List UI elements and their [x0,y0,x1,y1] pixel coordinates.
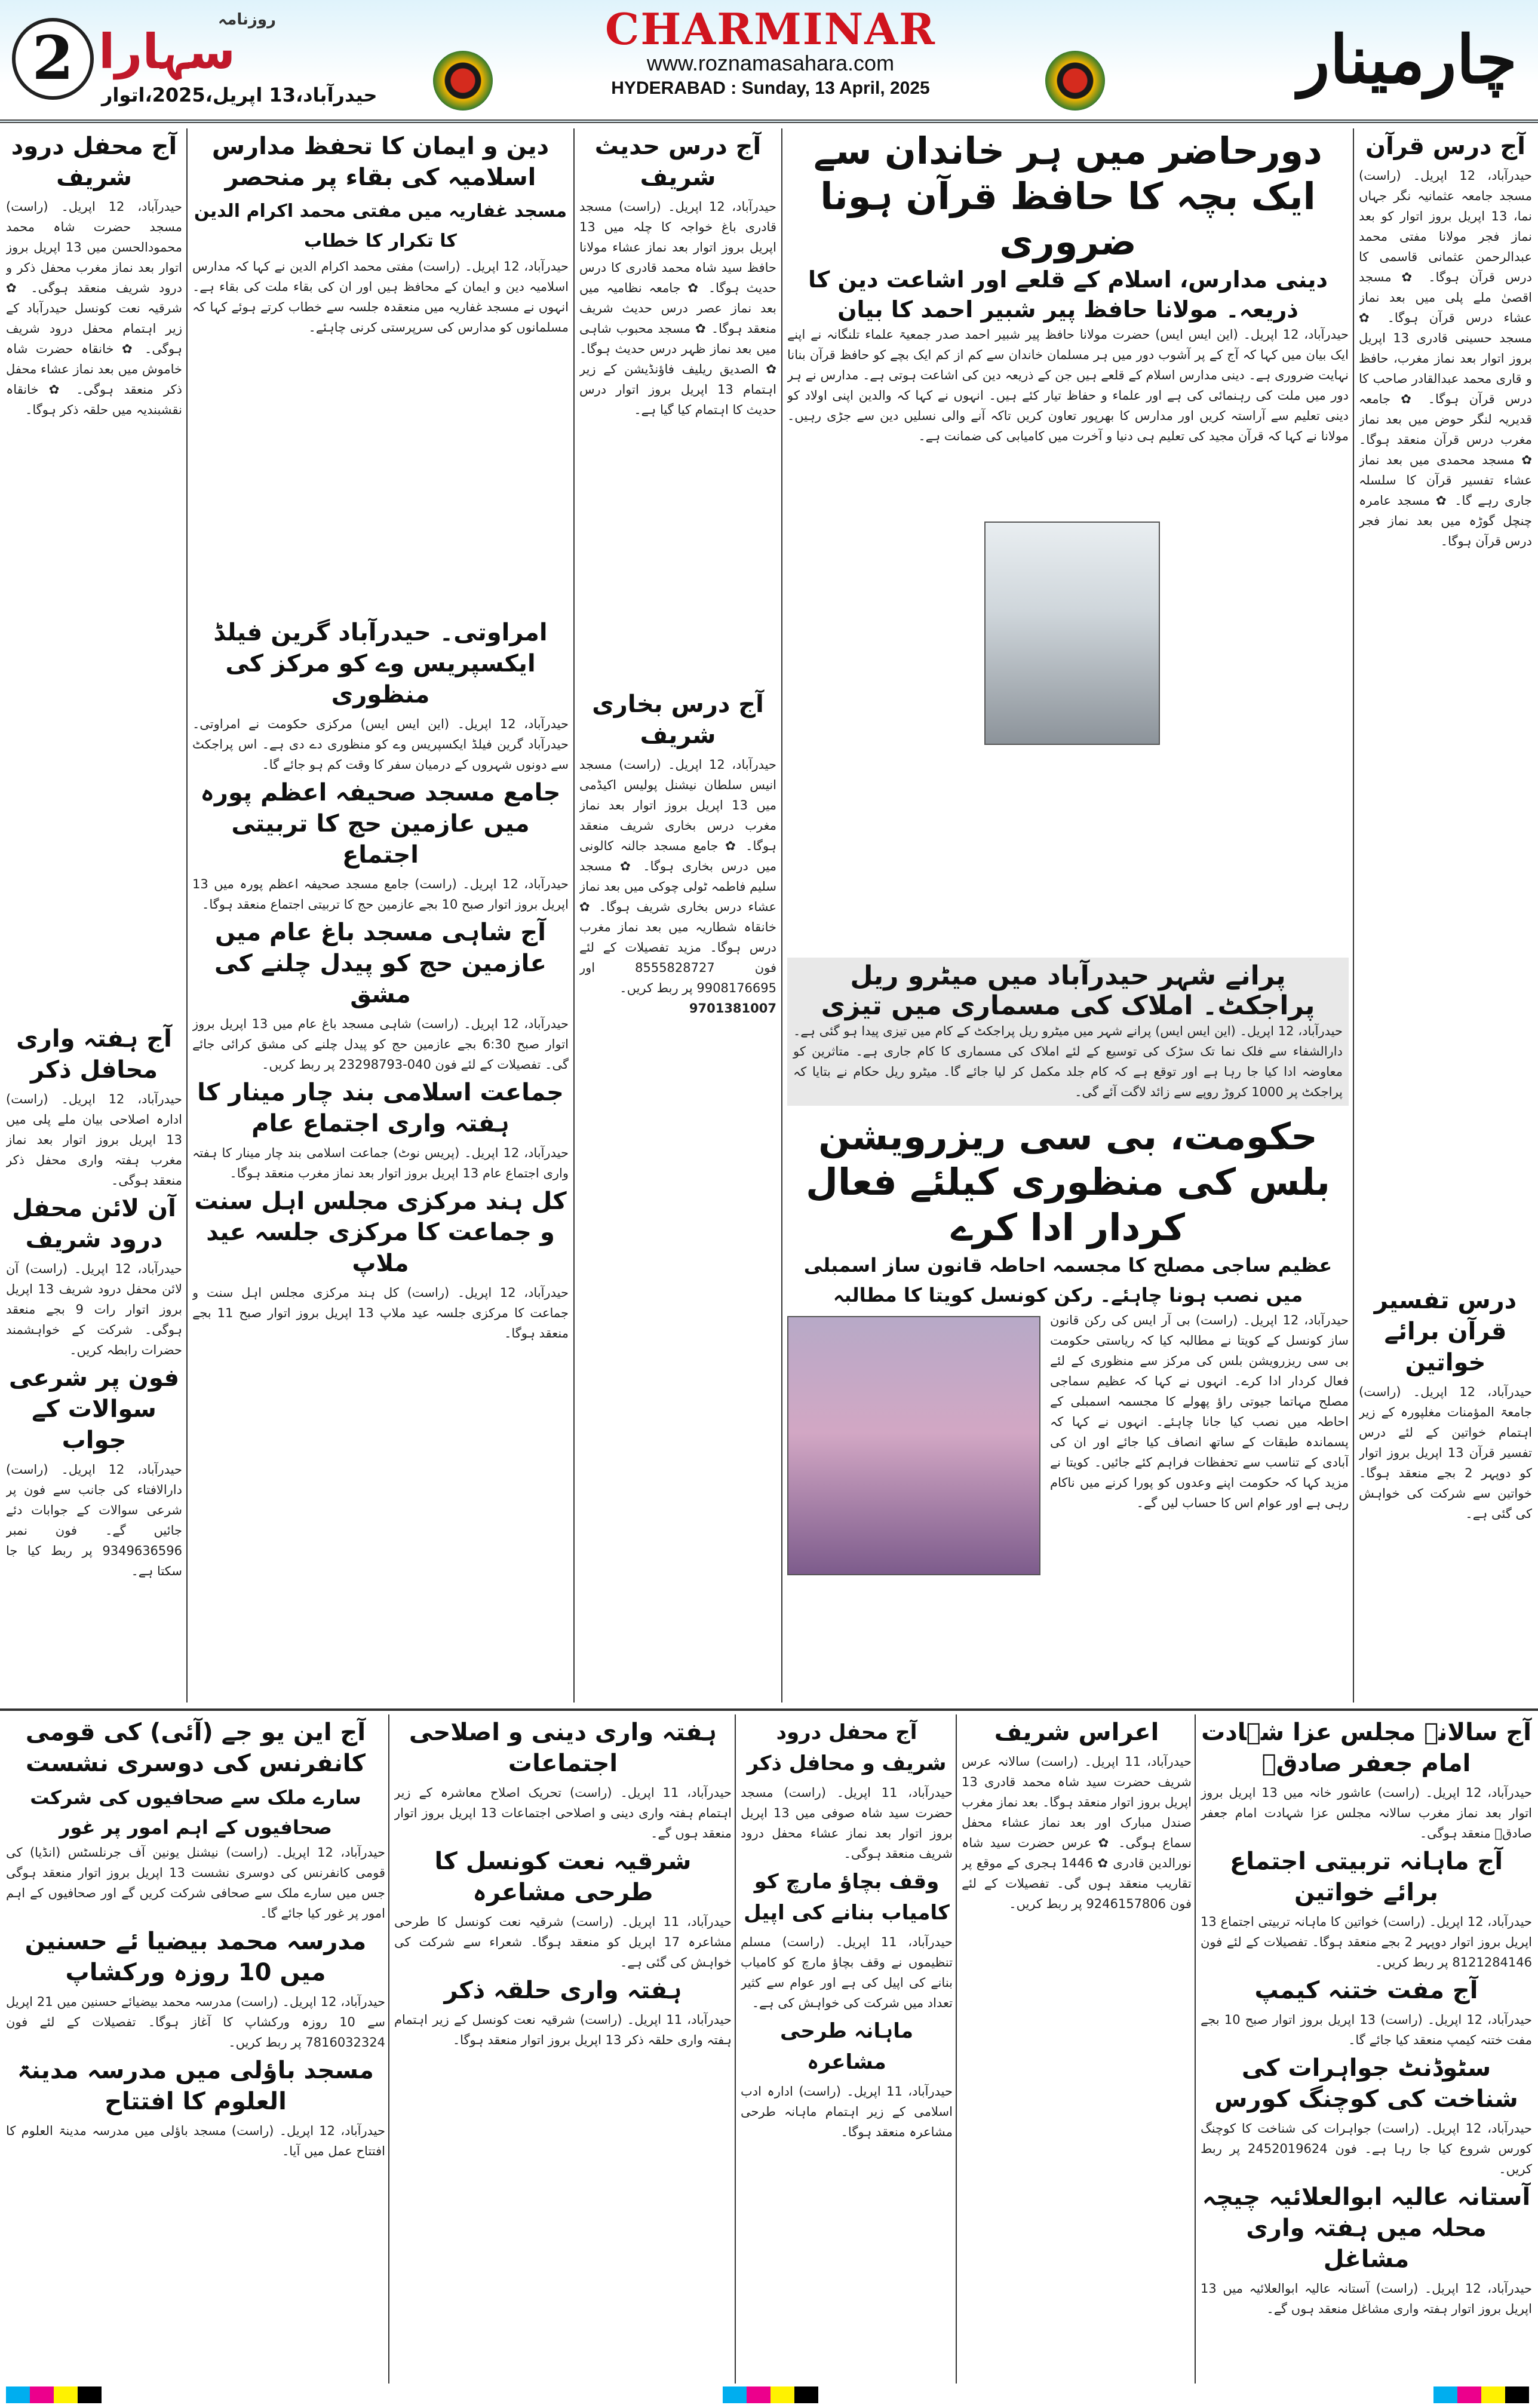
khawateen-title: آج ماہانہ تربیتی اجتماع برائے خواتین [1229,1848,1503,1906]
main-stories [787,128,1349,1703]
hadith-column [579,128,776,1703]
durood-column [6,128,182,1703]
workshop-title: مدرسہ محمد بیضیا ئے حسنین میں 10 روزہ ورکشاپ [24,1928,367,1986]
madaris-subtitle: مسجد غفاریہ میں مفتی محمد اکرام الدین کا تکرار کا خطاب [194,201,567,251]
charminar-emblem-icon [433,51,493,111]
column-divider [956,1714,957,2384]
quran-body: حیدرآباد، 12 اپریل۔ (راست) مسجد جامعہ عثمانیہ نگر جہاں نما، 13 اپریل بروز اتوار کو بعد نماز فجر مولانا مفتی محمد عبدالرحمن عثمانی قاسمی کا درس قرآن ہوگا۔ ✿ مسجد اقصیٰ ملے پلی میں بعد نماز عشاء درس قرآن ہوگا۔ ✿ مسجد حسینی قادری 13 اپریل بروز اتوار بعد نماز مغرب، حافظ و قاری محمد عبدالقادر صاحب کا درس قرآن ہوگا۔ ✿ جامعہ قدیریہ لنگر حوض میں بعد نماز مغرب درس قرآن منعقد ہوگا۔ ✿ مسجد محمدی میں بعد نماز عشاء تفسیر قرآن کا سلسلہ جاری رہے گا۔ ✿ مسجد عامرہ چنچل گوڑہ میں بعد نماز فجر درس قرآن ہوگا۔ [1359,168,1532,548]
astana-title: آستانہ عالیہ ابوالعلائیہ چیچہ محلہ میں ہفتہ واری مشاغل [1202,2183,1531,2273]
urs-title: اعراس شریف [994,1719,1159,1746]
quran-title: آج درس قرآن [1365,133,1526,160]
sahara-logo-tag: روزنامہ [218,11,276,29]
hajj-title: جامع مسجد صحیفہ اعظم پورہ میں عازمین حج کا تربیتی اجتماع [200,779,561,869]
astana-body: حیدرآباد، 12 اپریل۔ (راست) آستانہ عالیہ ابوالعلائیہ میں 13 اپریل بروز اتوار ہفتہ واری مشاغل منعقد ہوں گے۔ [1201,2281,1532,2316]
khawateen-body: حیدرآباد، 12 اپریل۔ (راست) خواتین کا ماہانہ تربیتی اجتماع 13 اپریل بروز اتوار دوپہر 2 بجے منعقد ہوگا۔ تفصیلات کے لئے فون 8121284146 پر ربط کریں۔ [1201,1915,1532,1970]
waqf-title: وقف بچاؤ مارچ کو کامیاب بنانے کی اپیل [744,1870,950,1925]
column-divider [388,1714,389,2384]
amravati-title: امراوتی۔ حیدرآباد گرین فیلڈ ایکسپریس وے کو مرکز کی منظوری [213,619,548,708]
color-registration-bar [6,2386,102,2403]
metro-story [787,958,1349,1106]
nuj-subtitle: سارے ملک سے صحافیوں کی شرکت صحافیوں کے اہم امور پر غور [30,1786,361,1839]
bukhari-body: حیدرآباد، 12 اپریل۔ (راست) مسجد انیس سلطان نیشنل پولیس اکیڈمی میں 13 اپریل بروز اتوار بعد نماز مغرب درس بخاری شریف منعقد ہوگا۔ ✿ جامع مسجد جالنہ کالونی میں درس بخاری ہوگا۔ ✿ مسجد سلیم فاطمہ ٹولی چوکی میں بعد نماز عشاء درس بخاری شریف ہوگا۔ ✿ خانقاہ شطاریہ میں بعد نماز مغرب درس ہوگا۔ مزید تفصیلات کے لئے فون 8555828727 اور 9908176695 پر ربط کریں۔ [579,757,776,995]
islahi-title: ہفتہ واری دینی و اصلاحی اجتماعات [409,1719,717,1777]
column-divider [735,1714,736,2384]
mashq-title: آج شاہی مسجد باغ عام میں عازمین حج کو پیدل چلنے کی مشق [214,919,547,1008]
madrasa-body: حیدرآباد، 12 اپریل۔ (راست) مسجد باؤلی میں مدرسہ مدینۃ العلوم کا افتتاح عمل میں آیا۔ [6,2124,385,2158]
urs-column [962,1714,1192,2384]
durood-title: آج محفل درود شریف [11,133,177,191]
zikr-body: حیدرآباد، 12 اپریل۔ (راست) ادارہ اصلاحی بیان ملے پلی میں 13 اپریل بروز اتوار بعد نماز مغرب ہفتہ واری محفل ذکر منعقد ہوگی۔ [6,1092,182,1188]
madaris-column [192,128,569,1703]
nuj-title: آج این یو جے (آئی) کی قومی کانفرنس کی دوسری نشست [25,1719,366,1777]
column-divider [1353,128,1354,1703]
zikr2-body: حیدرآباد، 11 اپریل۔ (راست) شرقیہ نعت کونسل کے زیر اہتمام ہفتہ واری حلقہ ذکر 13 اپریل بروز اتوار منعقد ہوگا۔ [394,2013,732,2047]
phone-number: 9701381007 [689,1001,776,1016]
charminar-logo: چارمینار [1298,21,1517,98]
bc-headline: حکومت، بی سی ریزرویشن بلس کی منظوری کیلئے فعال کردار ادا کرے [806,1115,1330,1249]
section-divider [0,1708,1538,1711]
nuj-body: حیدرآباد، 12 اپریل۔ (راست) نیشنل یونین آف جرنلسٹس (انڈیا) کی قومی کانفرنس کی دوسری نشست 13 اپریل بروز اتوار منعقد ہوگی جس میں سارے ملک سے صحافی شرکت کریں گے اور صحافیوں کے اہم امور پر غور کیا جائے گا۔ [6,1845,385,1921]
islahi-column [394,1714,732,2384]
durood2-title: آج محفل درود شریف و محافل ذکر [747,1720,947,1775]
zikr-title: آج ہفتہ واری محافل ذکر [16,1025,172,1084]
tafseer-body: حیدرآباد، 12 اپریل۔ (راست) جامعۃ المؤمنات مغلپورہ کے زیر اہتمام خواتین کے لئے درس تفسیر قرآن 13 اپریل بروز اتوار کو دوپہر 2 بجے منعقد ہوگا۔ خواتین سے شرکت کی خواہش کی گئی ہے۔ [1359,1385,1532,1521]
column-divider [1195,1714,1196,2384]
edition-date-urdu: حیدرآباد،13 اپریل،2025،اتوار [102,84,377,106]
hadith-body: حیدرآباد، 12 اپریل۔ (راست) مسجد قادری باغ خواجہ کا چلہ میں 13 اپریل بروز اتوار بعد نماز عشاء مولانا حافظ سید شاہ محمد قادری کا درس حدیث ہوگا۔ ✿ جامعہ نظامیہ میں بعد نماز عصر درس حدیث شریف منعقد ہوگا۔ ✿ مسجد محبوب شاہی میں بعد نماز ظہر درس حدیث ہوگا۔ ✿ الصدیق ریلیف فاؤنڈیشن کے زیر اہتمام 13 اپریل بروز اتوار درس حدیث کا اہتمام کیا گیا ہے۔ [579,200,776,417]
column-divider [573,128,575,1703]
mashq-body: حیدرآباد، 12 اپریل۔ (راست) شاہی مسجد باغ عام میں 13 اپریل بروز اتوار صبح 6:30 بجے عازمین حج کو پیدل چلنے کی مشق کرائی جائے گی۔ تفصیلات کے لئے فون 040-23298793 پر ربط کریں۔ [192,1017,569,1072]
waqf-body: حیدرآباد، 11 اپریل۔ (راست) مسلم تنظیموں نے وقف بچاؤ مارچ کو کامیاب بنانے کی اپیل کی ہے اور عوام سے کثیر تعداد میں شرکت کی خواہش کی ہے۔ [741,1935,953,2010]
khatna-body: حیدرآباد، 12 اپریل۔ (راست) 13 اپریل بروز اتوار صبح 10 بجے مفت ختنہ کیمپ منعقد کیا جائے گا۔ [1201,2013,1532,2047]
masthead [0,0,1538,123]
online-title: آن لائن محفل درود شریف [12,1195,176,1253]
sahara-logo-text: سہارا [99,24,236,79]
main-headline: دورحاضر میں ہر خاندان سے ایک بچہ کا حافظ قرآن ہونا ضروری [813,129,1322,263]
main-body: حیدرآباد، 12 اپریل۔ (این ایس ایس) حضرت مولانا حافظ پیر شبیر احمد صدر جمعیۃ علماء تلنگانہ نے اپنے ایک بیان میں کہا کہ آج کے پر آشوب دور میں ہر مسلمان خاندان سے کم از کم ایک بچے کو حافظ قرآن بنانا نہایت ضروری ہے۔ دینی مدارس اسلام کے قلعے ہیں جن کے ذریعہ دین کی اشاعت ہوتی ہے۔ مدارس نے ہر دور میں ملت کی رہنمائی کی ہے اور علماء و حفاظ تیار کئے ہیں۔ انہوں نے کہا کہ والدین اپنی اولاد کو دینی تعلیم سے آراستہ کریں اور مدارس کا بھرپور تعاون کریں تاکہ آنے والی نسلیں دین سے جڑی رہیں۔ مولانا نے کہا کہ قرآن مجید کی تعلیم ہی دنیا و آخرت میں کامیابی کی ضمانت ہے۔ [787,327,1349,443]
cleric-photo [984,522,1160,745]
color-registration-bar [1433,2386,1529,2403]
column-divider [186,128,188,1703]
jamaat-title: جماعت اسلامی بند چار مینار کا ہفتہ واری اجتماع عام [197,1079,564,1137]
zikr2-title: ہفتہ واری حلقہ ذکر [444,1977,682,2004]
durood2-column [741,1714,953,2384]
islahi-body: حیدرآباد، 11 اپریل۔ (راست) تحریک اصلاح معاشرہ کے زیر اہتمام ہفتہ واری دینی و اصلاحی اجتماعات 13 اپریل بروز اتوار منعقد ہوں گے۔ [394,1786,732,1840]
metro-headline: پرانے شہر حیدرآباد میں میٹرو ریل پراجکٹ۔ املاک کی مسماری میں تیزی [821,961,1315,1021]
naat-title: شرقیہ نعت کونسل کا طرحی مشاعرہ [434,1848,692,1906]
bottom-right-column [1201,1714,1532,2384]
ahle-sunnat-title: کل ہند مرکزی مجلس اہل سنت و جماعت کا مرکزی جلسہ عید ملاپ [194,1188,567,1277]
mushaira-title: ماہانہ طرحی مشاعرہ [779,2019,914,2074]
color-registration-bar [723,2386,818,2403]
naat-body: حیدرآباد، 11 اپریل۔ (راست) شرقیہ نعت کونسل کا طرحی مشاعرہ 17 اپریل کو منعقد ہوگا۔ شعراء سے شرکت کی خواہش کی گئی ہے۔ [394,1915,732,1970]
madaris-title: دین و ایمان کا تحفظ مدارس اسلامیہ کی بقاء پر منحصر [211,133,549,191]
online-body: حیدرآباد، 12 اپریل۔ (راست) آن لائن محفل درود شریف 13 اپریل بروز اتوار رات 9 بجے منعقد ہوگی۔ شرکت کے خواہشمند حضرات رابطہ کریں۔ [6,1262,182,1357]
page-number: 2 [12,18,94,100]
mushaira-body: حیدرآباد، 11 اپریل۔ (راست) ادارہ ادب اسلامی کے زیر اہتمام ماہانہ طرحی مشاعرہ منعقد ہوگا۔ [741,2084,953,2139]
coaching-title: سٹوڈنٹ جواہرات کی شناخت کی کوچنگ کورس [1214,2054,1518,2113]
madaris-body: حیدرآباد، 12 اپریل۔ (راست) مفتی محمد اکرام الدین نے کہا کہ مدارس اسلامیہ دین و ایمان کے محافظ ہیں اور ان کی بقاء ملت کی بقاء ہے۔ انہوں نے مسجد غفاریہ میں منعقدہ جلسہ سے خطاب کرتے ہوئے کہا کہ مسلمانوں کو مدارس کی سرپرستی کرنی چاہئے۔ [192,259,569,335]
main-subhead: دینی مدارس، اسلام کے قلعے اور اشاعت دین کا ذریعہ۔ مولانا حافظ پیر شبیر احمد کا بیان [808,266,1328,323]
durood2-body: حیدرآباد، 11 اپریل۔ (راست) مسجد حضرت سید شاہ صوفی میں 13 اپریل بروز اتوار بعد نماز عشاء محفل درود شریف منعقد ہوگی۔ [741,1786,953,1861]
amravati-body: حیدرآباد، 12 اپریل۔ (این ایس ایس) مرکزی حکومت نے امراوتی۔ حیدرآباد گرین فیلڈ ایکسپریس وے کو منظوری دے دی ہے۔ اس پراجکٹ سے دونوں شہروں کے درمیان سفر کا وقت کم ہو جائے گا۔ [192,717,569,772]
column-divider [781,128,782,1703]
fatwa-title: فون پر شرعی سوالات کے جواب [8,1364,180,1454]
bukhari-title: آج درس بخاری شریف [592,691,764,749]
urs-body: حیدرآباد، 11 اپریل۔ (راست) سالانہ عرس شریف حضرت سید شاہ محمد قادری 13 اپریل بروز اتوار منعقد ہوگا۔ بعد نماز مغرب صندل مبارک اور بعد نماز عشاء محفل سماع ہوگی۔ ✿ عرس حضرت سید شاہ نورالدین قادری ✿ 1446 ہجری کے موقع پر تقاریب منعقد ہوں گی۔ تفصیلات کے لئے فون 9246157806 پر ربط کریں۔ [962,1754,1192,1911]
bc-subhead: عظیم ساجی مصلح کا مجسمہ احاطہ قانون ساز اسمبلی میں نصب ہونا چاہئے۔ رکن کونسل کویتا کا مطالبہ [803,1254,1333,1306]
bc-story-block [787,1310,1349,1703]
workshop-body: حیدرآباد، 12 اپریل۔ (راست) مدرسہ محمد بیضیائے حسنین میں 21 اپریل سے 10 روزہ ورکشاپ کا آغاز ہوگا۔ تفصیلات کے لئے فون 7816032324 پر ربط کریں۔ [6,1995,385,2050]
charminar-emblem-icon [1045,51,1105,111]
jamaat-body: حیدرآباد، 12 اپریل۔ (پریس نوٹ) جماعت اسلامی بند چار مینار کا ہفتہ واری اجتماع عام 13 اپریل بروز اتوار بعد نماز مغرب منعقد ہوگا۔ [192,1146,569,1180]
sahara-logo [99,11,349,79]
kavitha-photo [787,1316,1040,1575]
main-story-block [787,324,1349,958]
metro-body: حیدرآباد، 12 اپریل۔ (این ایس ایس) پرانے شہر میں میٹرو ریل پراجکٹ کے کام میں تیزی پیدا ہو گئی ہے۔ دارالشفاء سے فلک نما تک سڑک کی توسیع کے لئے املاک کی مسماری کا کام جاری ہے۔ متاثرین کو معاوضہ ادا کیا جا رہا ہے اور توقع ہے کہ کام جلد مکمل کر لیا جائے گا۔ میٹرو ریل حکام نے بتایا کہ پراجکٹ پر 1000 کروڑ روپے سے زائد لاگت آئے گی۔ [793,1024,1343,1099]
bc-body: حیدرآباد، 12 اپریل۔ (راست) بی آر ایس کی رکن قانون ساز کونسل کے کویتا نے مطالبہ کیا کہ ریاستی حکومت بی سی ریزرویشن بلس کی مرکز سے منظوری کے لئے فعال کردار ادا کرے۔ انہوں نے کہا کہ عظیم سماجی مصلح مہاتما جیوتی راؤ پھولے کا مجسمہ اسمبلی کے احاطہ میں نصب کیا جانا چاہئے۔ انہوں نے کہا کہ پسماندہ طبقات کے ساتھ انصاف کیا جائے اور ان کی آبادی کے تناسب سے تحفظات فراہم کئے جائیں۔ کویتا نے مزید کہا کہ حکومت اپنے وعدوں کو پورا کرنے میں ناکام رہی ہے اور عوام اس کا حساب لیں گے۔ [1050,1313,1349,1510]
ahle-sunnat-body: حیدرآباد، 12 اپریل۔ (راست) کل ہند مرکزی مجلس اہل سنت و جماعت کا مرکزی جلسہ عید ملاپ 13 اپریل بروز اتوار صبح 11 بجے منعقد ہوگا۔ [192,1286,569,1340]
hadith-title: آج درس حدیث شریف [594,133,762,191]
fatwa-body: حیدرآباد، 12 اپریل۔ (راست) دارالافتاء کی جانب سے فون پر شرعی سوالات کے جوابات دئے جائیں گے۔ فون نمبر 9349636596 پر ربط کیا جا سکتا ہے۔ [6,1462,182,1578]
brand-title: CHARMINAR [605,4,936,54]
durood-body: حیدرآباد، 12 اپریل۔ (راست) مسجد حضرت شاہ محمد محمودالحسن میں 13 اپریل بروز اتوار بعد نماز مغرب محفل ذکر و درود شریف منعقد ہوگی۔ ✿ شرقیہ نعت کونسل حیدرآباد کے زیر اہتمام محفل درود شریف ہوگی۔ ✿ خانقاہ حضرت شاہ خاموش میں بعد نماز عشاء محفل ذکر منعقد ہوگی۔ ✿ خانقاہ نقشبندیہ میں حلقہ ذکر ہوگا۔ [6,200,182,417]
masthead-center [555,4,986,99]
imam-title: آج سالانہ مجلس عزا شہادت امام جعفر صادقؑ [1201,1719,1531,1777]
city-date: HYDERABAD : Sunday, 13 April, 2025 [611,78,930,98]
hajj-body: حیدرآباد، 12 اپریل۔ (راست) جامع مسجد صحیفہ اعظم پورہ میں 13 اپریل بروز اتوار صبح 10 بجے عازمین حج کا تربیتی اجتماع منعقد ہوگا۔ [192,877,569,912]
website-url[interactable]: www.roznamasahara.com [646,51,895,75]
madrasa-title: مسجد باؤلی میں مدرسہ مدینۃ العلوم کا افتتاح [17,2057,374,2115]
coaching-body: حیدرآباد، 12 اپریل۔ (راست) جواہرات کی شناخت کا کوچنگ کورس شروع کیا جا رہا ہے۔ فون 2452019624 پر ربط کریں۔ [1201,2121,1532,2176]
khatna-title: آج مفت ختنہ کیمپ [1254,1977,1478,2004]
tafseer-title: درس تفسیر قرآن برائے خواتین [1374,1287,1517,1376]
imam-body: حیدرآباد، 12 اپریل۔ (راست) عاشور خانہ میں 13 اپریل بروز اتوار بعد نماز مغرب سالانہ مجلس عزا شہادت امام جعفر صادقؑ منعقد ہوگی۔ [1201,1786,1532,1840]
quran-column [1359,128,1532,1703]
nuj-column [6,1714,385,2384]
